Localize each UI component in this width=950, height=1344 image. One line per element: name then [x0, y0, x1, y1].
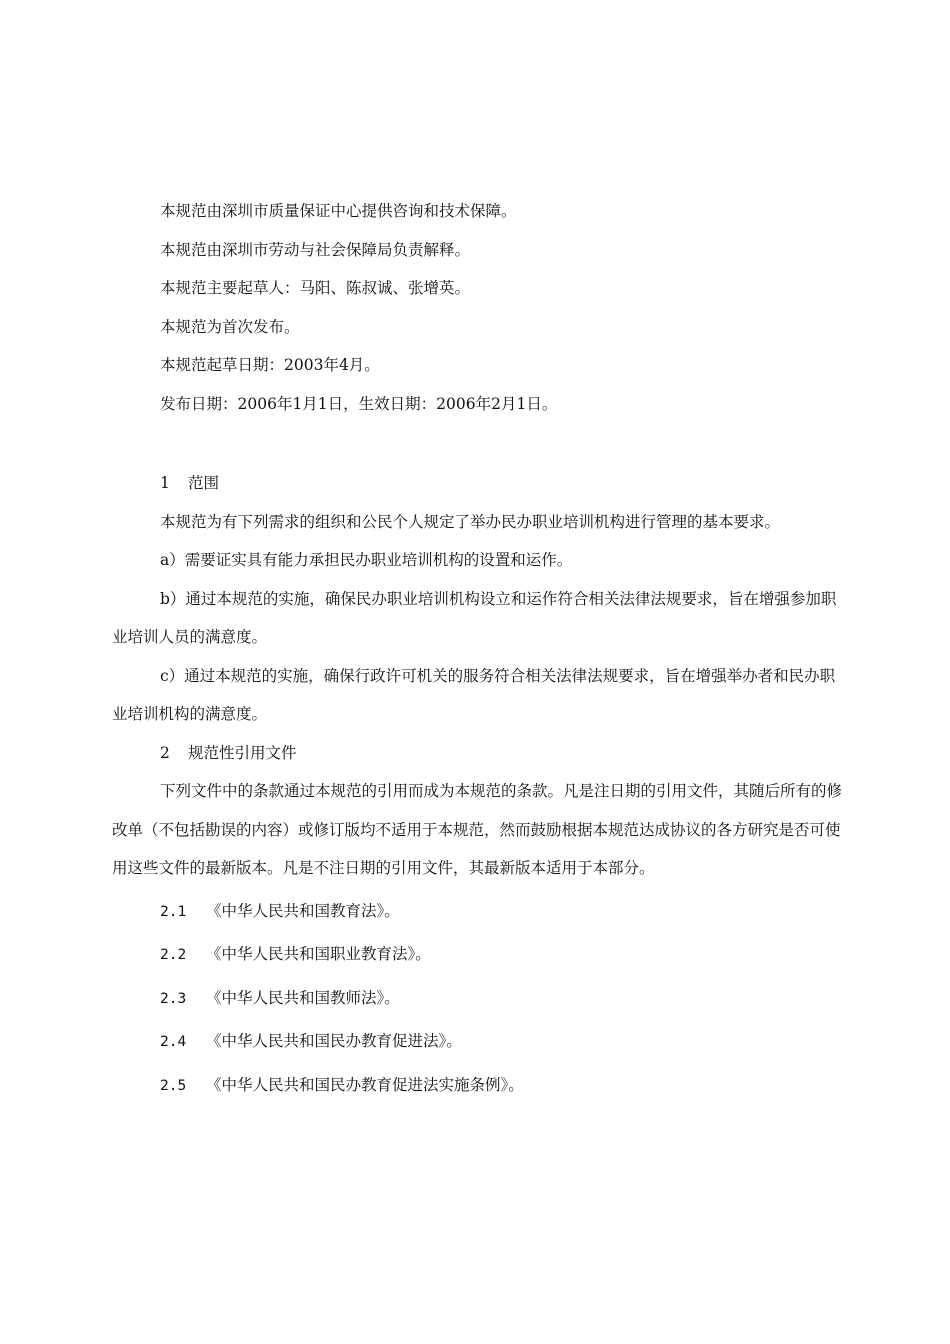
- intro-line-interpretation: 本规范由深圳市劳动与社会保障局负责解释。: [160, 240, 471, 259]
- reference-number: 2.4: [160, 1034, 187, 1050]
- section-spacer: [112, 423, 842, 464]
- reference-number: 2.3: [160, 990, 187, 1007]
- reference-text: 《中华人民共和国民办教育促进法实施条例》。: [206, 1075, 524, 1094]
- section-1-number: 1: [160, 474, 170, 492]
- intro-line-drafters: 本规范主要起草人：马阳、陈叔诚、张增英。: [160, 279, 471, 297]
- section-2-heading: [112, 734, 842, 773]
- reference-item: [112, 1066, 842, 1106]
- reference-number: 2.2: [160, 947, 187, 963]
- reference-item: [112, 979, 842, 1019]
- document-body: [112, 192, 842, 1105]
- reference-text: 《中华人民共和国民办教育促进法》。: [206, 1032, 462, 1050]
- section-1-heading: [112, 464, 842, 503]
- intro-line-first-release: 本规范为首次发布。: [160, 317, 300, 336]
- reference-text: 《中华人民共和国教育法》。: [206, 901, 400, 920]
- intro-line-release-dates: 发布日期：2006年1月1日，生效日期：2006年2月1日。: [160, 394, 558, 413]
- section-2-number: 2: [160, 743, 170, 762]
- section-1-item-c: c）通过本规范的实施，确保行政许可机关的服务符合相关法律法规要求，旨在增强举办者和民办职业培训机构的满意度。: [112, 666, 836, 723]
- section-2-title: 规范性引用文件: [188, 743, 297, 762]
- reference-number: 2.5: [160, 1077, 187, 1094]
- reference-item: [112, 892, 842, 932]
- intro-line-consulting: 本规范由深圳市质量保证中心提供咨询和技术保障。: [160, 202, 517, 220]
- reference-text: 《中华人民共和国教师法》。: [206, 988, 400, 1007]
- section-1-item-a: a）需要证实具有能力承担民办职业培训机构的设置和运作。: [160, 551, 573, 569]
- reference-text: 《中华人民共和国职业教育法》。: [206, 945, 431, 963]
- section-1-paragraph: 本规范为有下列需求的组织和公民个人规定了举办民办职业培训机构进行管理的基本要求。: [160, 512, 781, 531]
- intro-line-draft-date: 本规范起草日期：2003年4月。: [160, 356, 380, 374]
- section-1-title: 范围: [188, 474, 220, 492]
- section-2-paragraph: 下列文件中的条款通过本规范的引用而成为本规范的条款。凡是注日期的引用文件，其随后所有的修改单（不包括勘误的内容）或修订版均不适用于本规范，然而鼓励根据本规范达成协议的各方研究是否可使用这些文件的最新版本。凡是不注日期的引用文件，其最新版本适用于本部分。: [112, 782, 843, 877]
- section-1-item-b: b）通过本规范的实施，确保民办职业培训机构设立和运作符合相关法律法规要求，旨在增强参加职业培训人员的满意度。: [112, 589, 837, 646]
- reference-number: 2.1: [160, 903, 187, 920]
- reference-item: [112, 1022, 842, 1062]
- reference-item: [112, 935, 842, 975]
